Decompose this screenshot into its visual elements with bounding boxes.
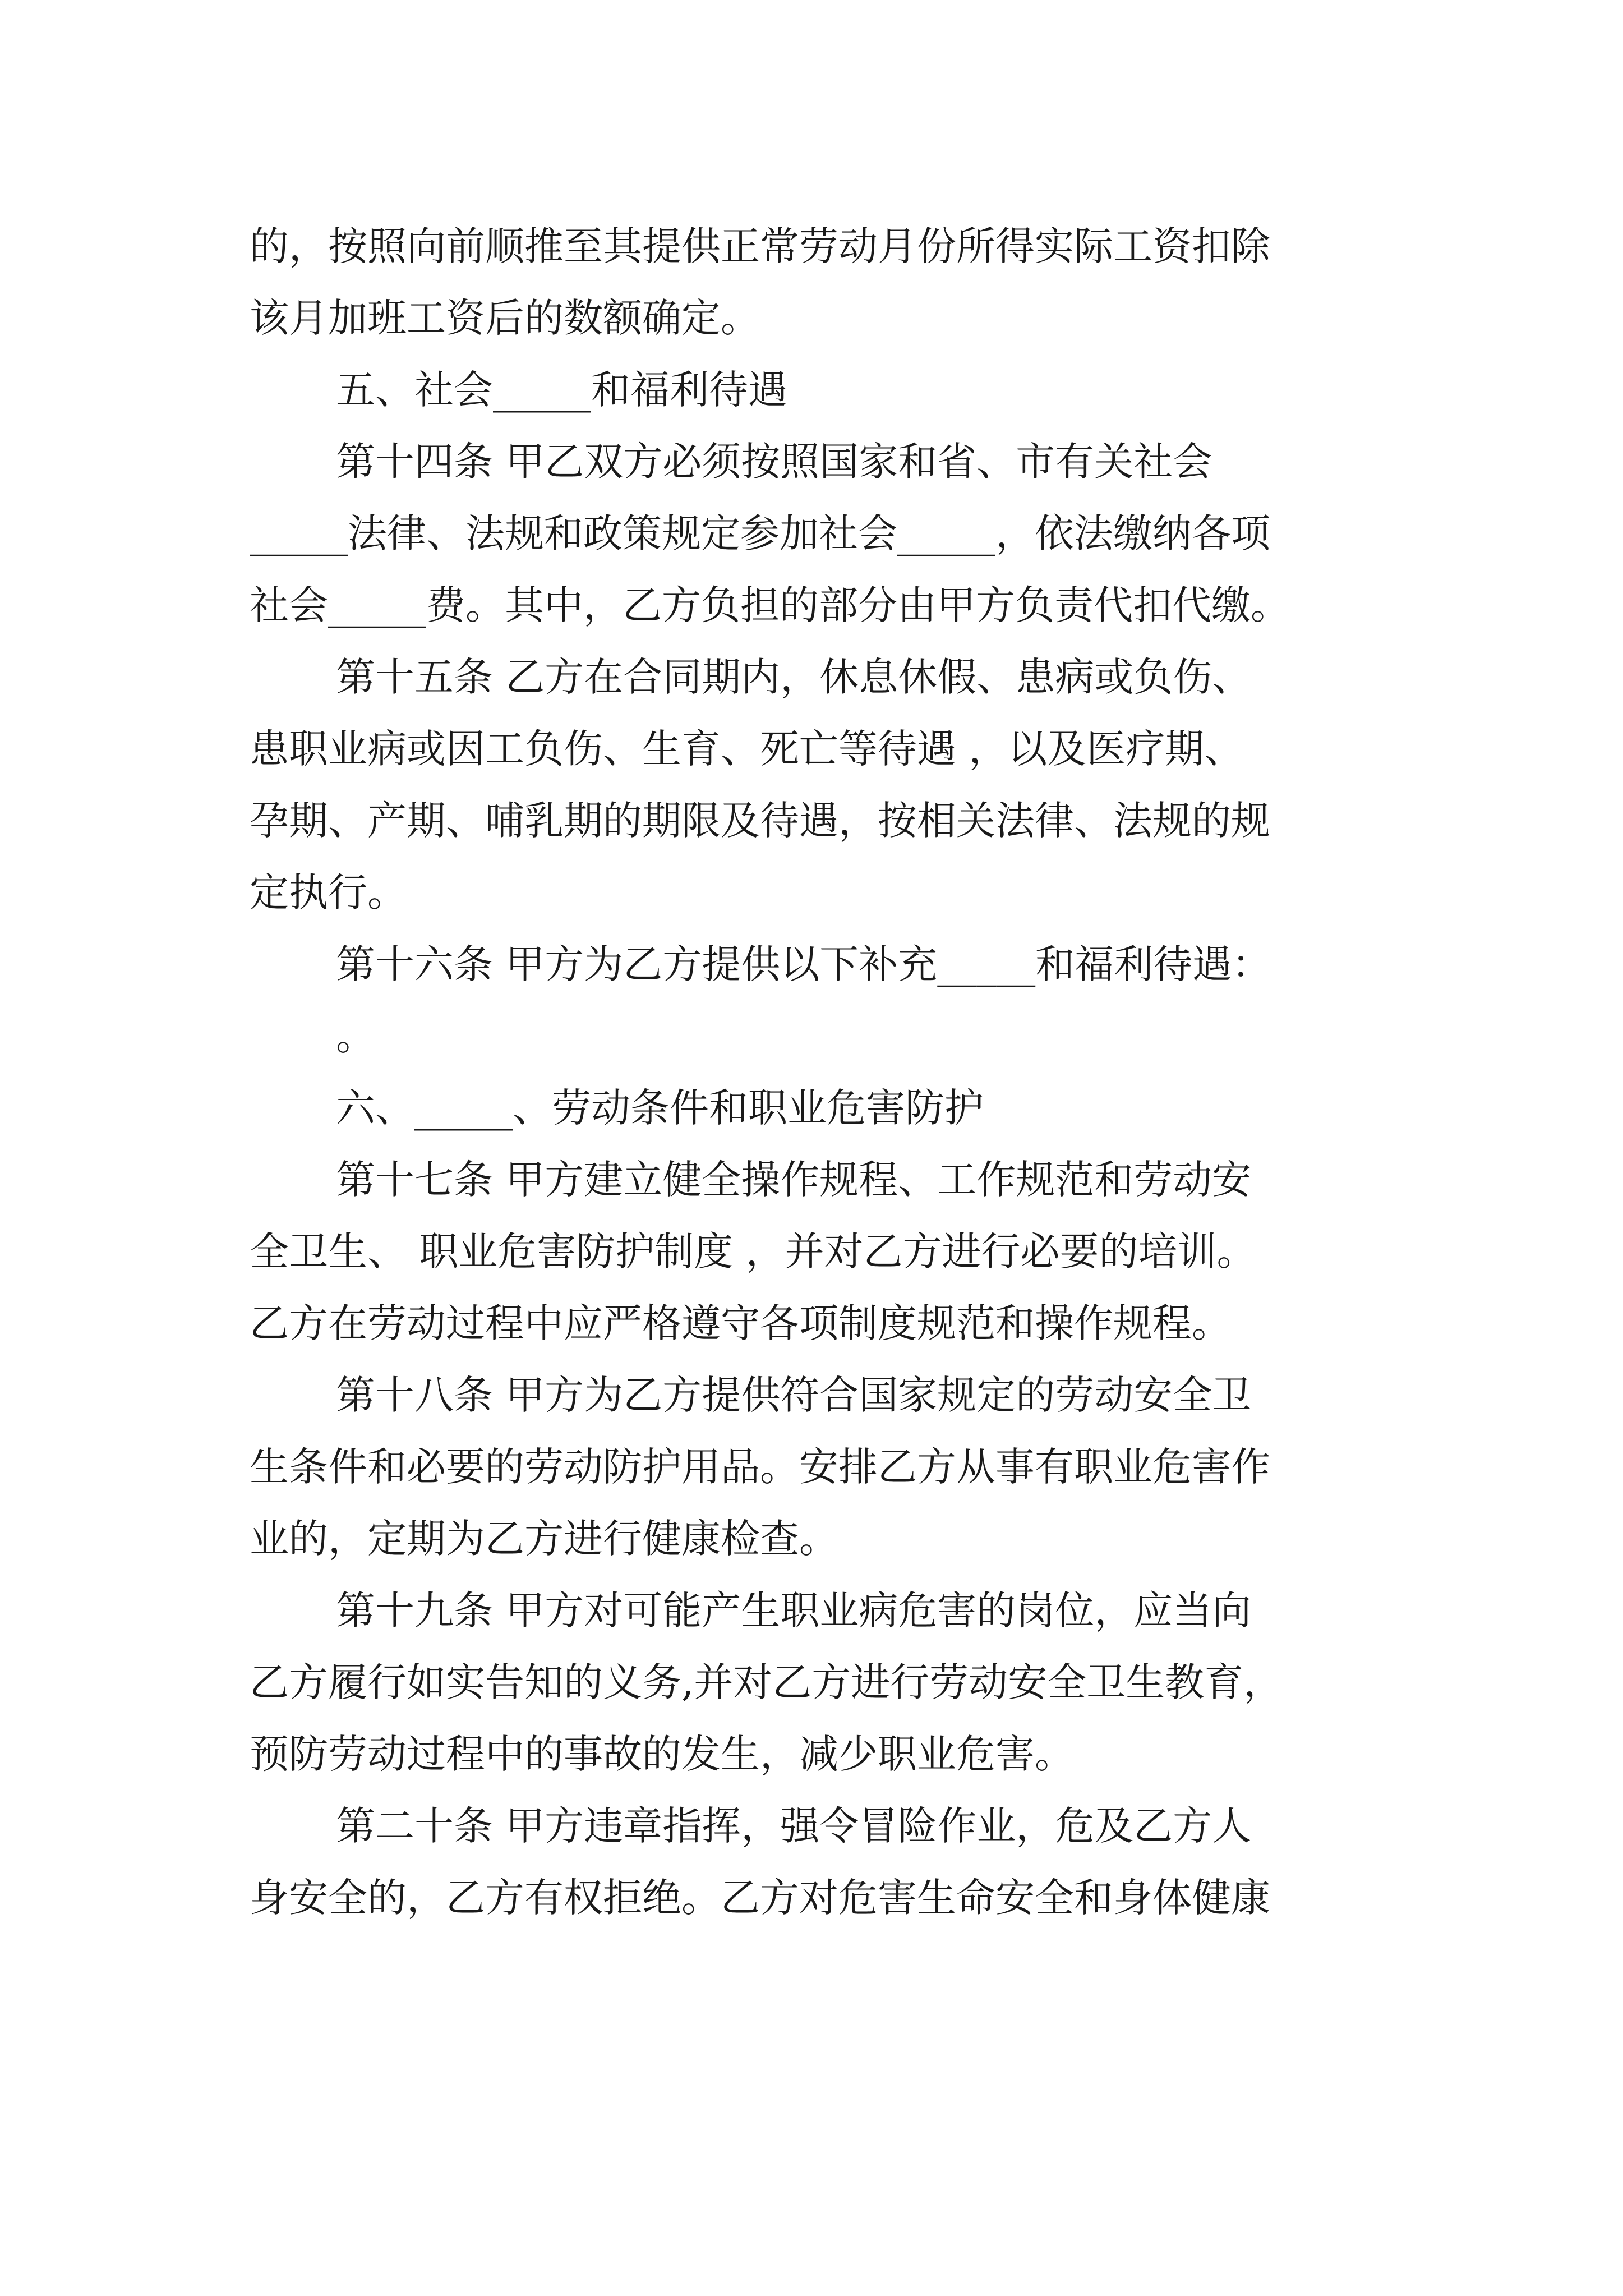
text-line: 第十七条 甲方建立健全操作规程、工作规范和劳动安 [336, 1157, 1252, 1203]
text-line: 第十四条 甲乙双方必须按照国家和省、市有关社会 [336, 439, 1212, 485]
text-line: 业的，定期为乙方进行健康检查。 [250, 1516, 838, 1562]
text-line: 社会_____费。其中，乙方负担的部分由甲方负责代扣代缴。 [250, 582, 1290, 628]
text-line: 第十六条 甲方为乙方提供以下补充_____和福利待遇： [336, 941, 1271, 987]
text-line: _____法律、法规和政策规定参加社会_____，依法缴纳各项 [250, 510, 1270, 556]
text-line: 预防劳动过程中的事故的发生，减少职业危害。 [250, 1731, 1074, 1777]
document-body [250, 210, 1382, 1934]
text-line: 的，按照向前顺推至其提供正常劳动月份所得实际工资扣除 [250, 223, 1270, 269]
article-20 [250, 1790, 1382, 1934]
article-18 [250, 1359, 1382, 1575]
text-line: 全卫生、 职业危害防护制度 ，并对乙方进行必要的培训。 [250, 1228, 1256, 1274]
text-line: 患职业病或因工负伤、生育、死亡等待遇 ，以及医疗期、 [250, 726, 1244, 772]
text-line: 第二十条 甲方违章指挥，强令冒险作业，危及乙方人 [336, 1803, 1252, 1849]
text-line: 第十五条 乙方在合同期内，休息休假、患病或负伤、 [336, 654, 1252, 700]
text-line: 生条件和必要的劳动防护用品。安排乙方从事有职业危害作 [250, 1444, 1270, 1490]
text-line: 孕期、产期、哺乳期的期限及待遇，按相关法律、法规的规 [250, 798, 1270, 844]
article-19 [250, 1575, 1382, 1790]
text-line: 六、_____、劳动条件和职业危害防护 [336, 1085, 984, 1131]
text-line: 定执行。 [250, 869, 407, 915]
text-line: 。 [336, 1013, 375, 1059]
paragraph-continuation [250, 210, 1382, 354]
text-line: 第十八条 甲方为乙方提供符合国家规定的劳动安全卫 [336, 1372, 1252, 1418]
text-line: 乙方在劳动过程中应严格遵守各项制度规范和操作规程。 [250, 1300, 1231, 1346]
section-heading-5 [250, 354, 1382, 426]
section-heading-6 [250, 1072, 1382, 1144]
text-line: 身安全的，乙方有权拒绝。乙方对危害生命安全和身体健康 [250, 1875, 1270, 1921]
article-15 [250, 641, 1382, 928]
article-17 [250, 1144, 1382, 1359]
text-line: 五、社会_____和福利待遇 [336, 367, 787, 413]
text-line: 第十九条 甲方对可能产生职业病危害的岗位，应当向 [336, 1588, 1252, 1634]
article-14 [250, 426, 1382, 641]
article-16 [250, 928, 1382, 1072]
text-line: 该月加班工资后的数额确定。 [250, 295, 760, 341]
text-line: 乙方履行如实告知的义务,并对乙方进行劳动安全卫生教育， [250, 1659, 1283, 1705]
